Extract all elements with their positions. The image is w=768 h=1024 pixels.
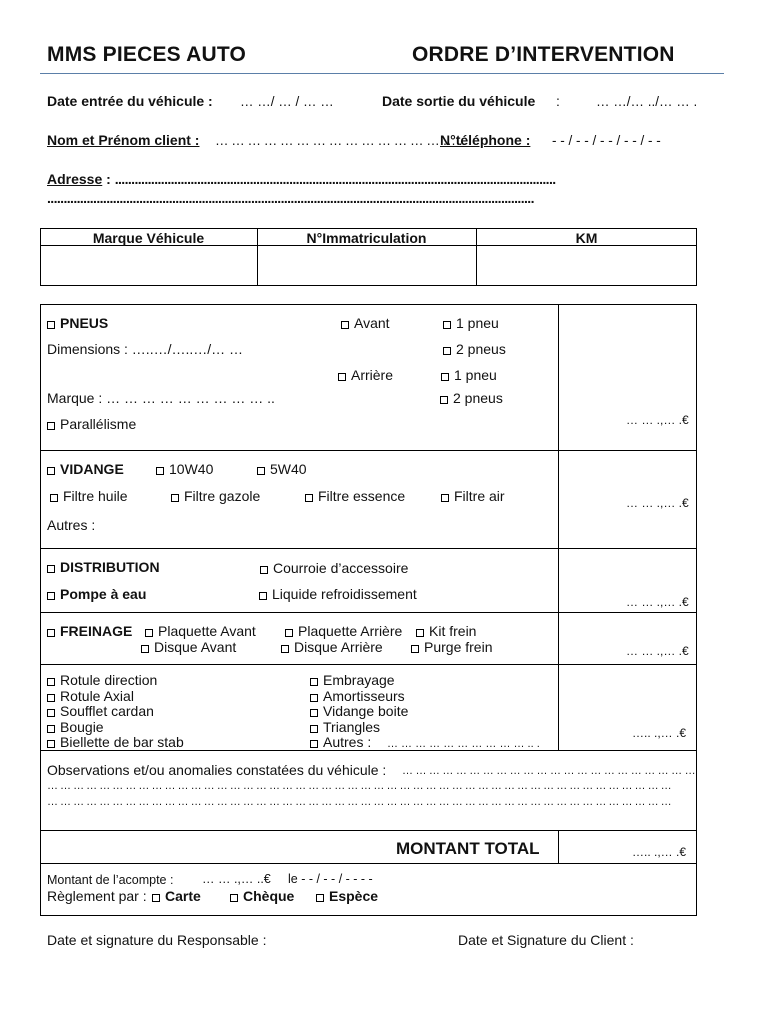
oil-5w40-option[interactable]: 5W40 [257,461,307,477]
acompte-date-field[interactable]: le - - / - - / - - - - [288,872,373,886]
company-name: MMS PIECES AUTO [47,43,247,66]
checkbox-icon[interactable] [310,709,318,717]
checkbox-icon[interactable] [47,740,55,748]
autres-option[interactable]: Autres : [310,735,408,751]
pneus-avant-option[interactable]: Avant [341,315,390,331]
pneus-dimensions[interactable]: Dimensions : …..…/…..…/… … [47,341,244,357]
checkbox-icon[interactable] [152,894,160,902]
marque-cell[interactable] [41,246,256,285]
plaquette-avant-option[interactable]: Plaquette Avant [145,623,256,639]
vidange-boite-option[interactable]: Vidange boite [310,704,408,720]
liquide-option[interactable]: Liquide refroidissement [259,586,417,602]
bougie-option[interactable]: Bougie [47,720,184,736]
checkbox-icon[interactable] [260,566,268,574]
checkbox-icon[interactable] [341,321,349,329]
parallelisme-option[interactable]: Parallélisme [47,416,136,432]
pneus-avant-1-option[interactable]: 1 pneu [443,315,499,331]
checkbox-icon[interactable] [305,494,313,502]
freinage-price[interactable]: … … .,… .€ [626,644,689,658]
address-line [47,171,556,187]
observations-field-1[interactable]: … … … … … … … … … … … … … … … … … … … … … … [402,765,696,777]
checkbox-icon[interactable] [50,494,58,502]
observations-field-2[interactable]: … … … … … … … … … … … … … … … … … … … … … … … … … … … … … … … … … … … … … … … … … … … … … … … … [47,780,672,792]
section-rule [40,863,697,864]
checkbox-icon[interactable] [47,467,55,475]
checkbox-icon[interactable] [285,629,293,637]
document-title: ORDRE D’INTERVENTION [412,43,675,66]
checkbox-icon[interactable] [47,565,55,573]
biellette-option[interactable]: Biellette de bar stab [47,735,184,751]
divers-left-list [47,673,184,751]
soufflet-cardan-option[interactable]: Soufflet cardan [47,704,184,720]
acompte-field[interactable]: … … .,… ..€ [202,872,271,886]
checkbox-icon[interactable] [441,373,449,381]
col-km: KM [575,230,598,246]
km-cell[interactable] [477,246,696,285]
date-exit-label: Date sortie du véhicule [382,93,536,109]
checkbox-icon[interactable] [47,321,55,329]
total-price-divider [558,830,559,863]
phone-field[interactable]: - - / - - / - - / - - / - - [552,133,661,148]
kit-frein-option[interactable]: Kit frein [416,623,476,639]
oil-10w40-option[interactable]: 10W40 [156,461,213,477]
checkbox-icon[interactable] [310,725,318,733]
phone-label: N°téléphone : [440,132,531,148]
address-label: Adresse [47,171,103,187]
checkbox-icon[interactable] [156,467,164,475]
rotule-axial-option[interactable]: Rotule Axial [47,689,184,705]
checkbox-icon[interactable] [47,629,55,637]
client-name-field[interactable]: … … … … … … … … … … … … … … … .. [215,133,466,148]
signature-responsable-label: Date et signature du Responsable : [47,932,267,948]
address-field-1[interactable]: ...................................................................................................................................... [114,171,556,187]
purge-frein-option[interactable]: Purge frein [411,639,492,655]
divers-price[interactable]: ….. .,… .€ [632,726,687,740]
filtre-gazole-option[interactable]: Filtre gazole [171,488,260,504]
signature-client-label: Date et Signature du Client : [458,932,634,948]
checkbox-icon[interactable] [171,494,179,502]
observations-label: Observations et/ou anomalies constatées du véhicule : [47,762,387,778]
checkbox-icon[interactable] [47,709,55,717]
total-price[interactable]: ….. .,… .€ [632,845,687,859]
immatriculation-cell[interactable] [258,246,475,285]
carte-option[interactable]: Carte [152,888,201,904]
divers-autres-field[interactable]: … … … … … … … … … … .. . [387,738,540,750]
amortisseurs-option[interactable]: Amortisseurs [310,689,408,705]
checkbox-icon[interactable] [310,740,318,748]
header-rule [40,73,724,74]
checkbox-icon[interactable] [47,592,55,600]
courroie-option[interactable]: Courroie d’accessoire [260,560,408,576]
freinage-option[interactable]: FREINAGE [47,623,132,639]
vidange-price[interactable]: … … .,… .€ [626,496,689,510]
pneus-avant-2-option[interactable]: 2 pneus [443,341,506,357]
checkbox-icon[interactable] [281,645,289,653]
checkbox-icon[interactable] [411,645,419,653]
pompe-option[interactable]: Pompe à eau [47,586,146,602]
address-colon: : [102,171,115,187]
distribution-price[interactable]: … … .,… .€ [626,595,689,609]
triangles-option[interactable]: Triangles [310,720,408,736]
disque-avant-option[interactable]: Disque Avant [141,639,236,655]
checkbox-icon[interactable] [141,645,149,653]
client-name-label: Nom et Prénom client : [47,132,200,148]
filtre-air-option[interactable]: Filtre air [441,488,505,504]
checkbox-icon[interactable] [310,694,318,702]
checkbox-icon[interactable] [443,347,451,355]
checkbox-icon[interactable] [47,694,55,702]
checkbox-icon[interactable] [47,725,55,733]
cheque-option[interactable]: Chèque [230,888,294,904]
checkbox-icon[interactable] [47,422,55,430]
col-marque: Marque Véhicule [92,230,205,246]
checkbox-icon[interactable] [441,494,449,502]
price-column-divider [558,304,559,750]
vidange-option[interactable]: VIDANGE [47,461,124,477]
checkbox-icon[interactable] [440,396,448,404]
checkbox-icon[interactable] [145,629,153,637]
pneus-option[interactable]: PNEUS [47,315,108,331]
date-exit-field[interactable]: … …/… ../… … . [596,94,698,109]
pneus-arriere-2-option[interactable]: 2 pneus [440,390,503,406]
checkbox-icon[interactable] [443,321,451,329]
section-rule [40,664,697,665]
vidange-autres[interactable]: Autres : [47,517,96,533]
checkbox-icon[interactable] [257,467,265,475]
checkbox-icon[interactable] [47,678,55,686]
observations-field-3[interactable]: … … … … … … … … … … … … … … … … … … … … … … … … … … … … … … … … … … … … … … … … … … … … … … … … [47,796,672,808]
embrayage-option[interactable]: Embrayage [310,673,408,689]
acompte-label: Montant de l’acompte : [47,873,174,887]
date-entry-label: Date entrée du véhicule : [47,93,213,109]
espece-option[interactable]: Espèce [316,888,378,904]
filtre-huile-option[interactable]: Filtre huile [50,488,128,504]
disque-arriere-option[interactable]: Disque Arrière [281,639,383,655]
pneus-arriere-1-option[interactable]: 1 pneu [441,367,497,383]
checkbox-icon[interactable] [259,592,267,600]
checkbox-icon[interactable] [230,894,238,902]
checkbox-icon[interactable] [310,678,318,686]
section-rule [40,450,697,451]
checkbox-icon[interactable] [316,894,324,902]
filtre-essence-option[interactable]: Filtre essence [305,488,405,504]
section-rule [40,612,697,613]
plaquette-arriere-option[interactable]: Plaquette Arrière [285,623,402,639]
pneus-arriere-option[interactable]: Arrière [338,367,393,383]
checkbox-icon[interactable] [416,629,424,637]
distribution-option[interactable]: DISTRIBUTION [47,559,160,575]
checkbox-icon[interactable] [338,373,346,381]
total-label: MONTANT TOTAL [396,839,540,858]
section-rule [40,830,697,831]
address-field-2[interactable]: .................................................................................................................................................... [47,190,534,206]
rotule-direction-option[interactable]: Rotule direction [47,673,184,689]
pneus-price[interactable]: … … .,… .€ [626,413,689,427]
date-entry-field[interactable]: … …/ … / … … [240,94,334,109]
date-exit-colon: : [556,93,560,109]
reglement-label: Règlement par : [47,888,147,904]
col-immatriculation: N°Immatriculation [306,230,427,246]
pneus-marque[interactable]: Marque : … … … … … … … … … .. [47,390,275,406]
section-rule [40,548,697,549]
